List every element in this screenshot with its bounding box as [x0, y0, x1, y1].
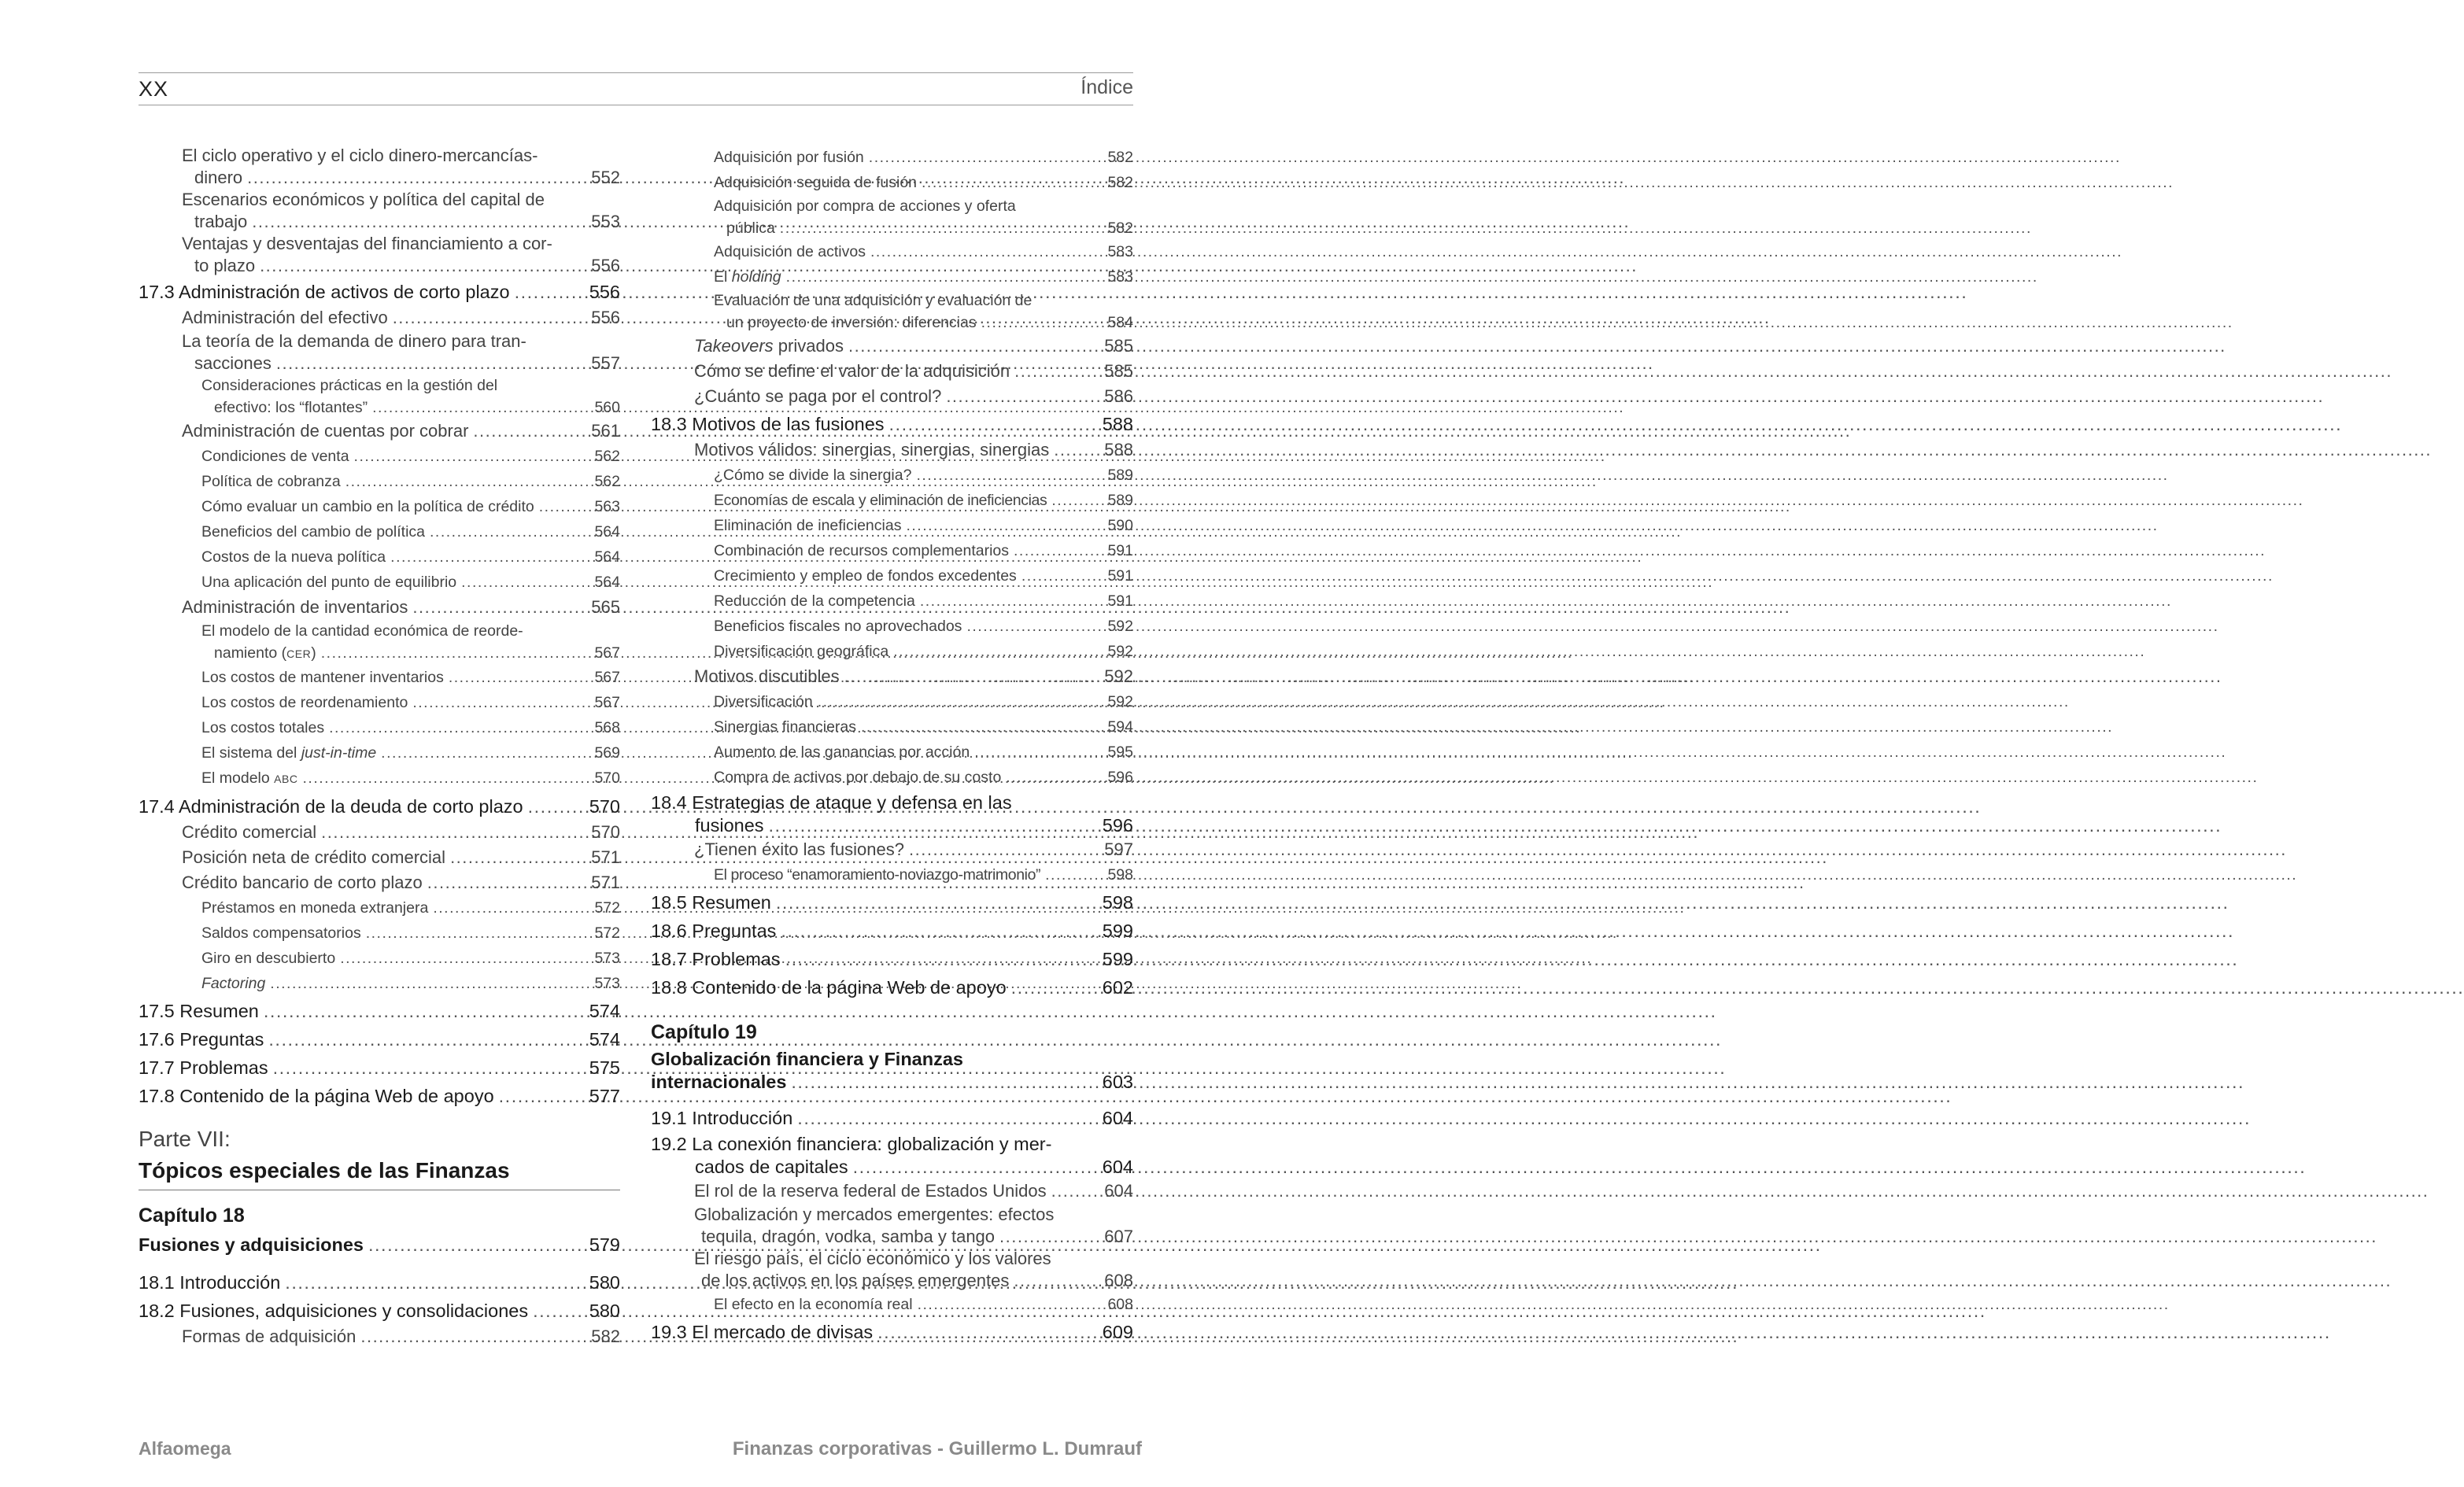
- toc-section[interactable]: 18.5 Resumen ..... 598: [651, 889, 1133, 916]
- page-ref: 574: [589, 1001, 620, 1021]
- page-ref: 571: [591, 873, 620, 892]
- page-ref: 590: [1107, 517, 1133, 534]
- toc-subentry[interactable]: Los costos de mantener inventarios ..... 567: [139, 665, 620, 690]
- toc-subentry[interactable]: El modelo de la cantidad económica de reorde- namiento (CER) ..... 567: [139, 620, 620, 665]
- toc-section[interactable]: 17.5 Resumen ..... 574: [139, 998, 620, 1024]
- toc-entry[interactable]: Escenarios económicos y política del capital de trabajo ..... 553: [139, 189, 620, 233]
- toc-section[interactable]: 18.1 Introducción ..... 580: [139, 1269, 620, 1296]
- page-ref: 567: [594, 644, 620, 662]
- toc-section[interactable]: 18.3 Motivos de las fusiones ..... 588: [651, 411, 1133, 437]
- page-ref: 573: [594, 950, 620, 967]
- toc-section[interactable]: 19.1 Introducción ..... 604: [651, 1105, 1133, 1131]
- page-ref: 592: [1107, 693, 1133, 710]
- page-ref: 569: [594, 744, 620, 762]
- toc-entry[interactable]: Crédito comercial ..... 570: [139, 820, 620, 845]
- page-ref: 556: [589, 282, 620, 302]
- toc-entry[interactable]: ¿Cuánto se paga por el control? ..... 586: [651, 384, 1133, 409]
- toc-subentry[interactable]: Los costos de reordenamiento ..... 567: [139, 690, 620, 715]
- toc-section[interactable]: 18.6 Preguntas ..... 599: [651, 917, 1133, 944]
- chapter-heading: Capítulo 18: [139, 1205, 245, 1227]
- toc-subentry[interactable]: Giro en descubierto ..... 573: [139, 946, 620, 971]
- toc-subentry[interactable]: Una aplicación del punto de equilibrio ..... 564: [139, 570, 620, 595]
- toc-section[interactable]: 17.6 Preguntas ..... 574: [139, 1026, 620, 1053]
- toc-section[interactable]: 18.4 Estrategias de ataque y defensa en las fusiones ..... 596: [651, 791, 1133, 837]
- toc-subentry[interactable]: Adquisición seguida de fusión ..... 582: [651, 170, 1133, 195]
- page-ref: 580: [589, 1272, 620, 1293]
- toc-section[interactable]: 17.8 Contenido de la página Web de apoyo ..... 577: [139, 1083, 620, 1109]
- header-top-rule: [139, 72, 1133, 73]
- page-ref: 570: [591, 822, 620, 842]
- toc-subentry[interactable]: Economías de escala y eliminación de ineficiencias ..... 589: [651, 488, 1133, 513]
- page-ref: 604: [1102, 1157, 1133, 1177]
- toc-section[interactable]: 17.4 Administración de la deuda de corto plazo ..... 570: [139, 793, 620, 820]
- toc-entry[interactable]: Motivos válidos: sinergias, sinergias, sinergias ..... 588: [651, 437, 1133, 463]
- toc-entry[interactable]: Motivos discutibles ..... 592: [651, 664, 1133, 689]
- toc-subentry[interactable]: Aumento de las ganancias por acción ..... 595: [651, 740, 1133, 765]
- page-ref: 572: [594, 924, 620, 942]
- page-ref: 562: [594, 448, 620, 465]
- page-ref: 570: [589, 796, 620, 817]
- toc-subentry[interactable]: Consideraciones prácticas en la gestión del efectivo: los “flotantes” ..... 560: [139, 375, 620, 419]
- page-ref: 564: [594, 574, 620, 591]
- section-title: Índice: [1081, 76, 1133, 98]
- toc-subentry[interactable]: Eliminación de ineficiencias ..... 590: [651, 513, 1133, 538]
- toc-subentry[interactable]: Reducción de la competencia ..... 591: [651, 589, 1133, 614]
- page-ref: 592: [1107, 618, 1133, 635]
- page-ref: 596: [1102, 815, 1133, 836]
- page-ref: 596: [1107, 769, 1133, 786]
- page-ref: 598: [1102, 892, 1133, 913]
- toc-subentry[interactable]: El proceso “enamoramiento-noviazgo-matrimonio” ..... 598: [651, 862, 1133, 887]
- chapter-title[interactable]: Fusiones y adquisiciones ..... 579: [139, 1231, 620, 1258]
- page-ref: 564: [594, 548, 620, 566]
- toc-entry[interactable]: Administración del efectivo ..... 556: [139, 305, 620, 330]
- toc-subentry[interactable]: Beneficios del cambio de política ..... 564: [139, 519, 620, 544]
- page-ref: 585: [1104, 336, 1133, 356]
- page-ref: 556: [591, 308, 620, 327]
- toc-entry[interactable]: El rol de la reserva federal de Estados Unidos ..... 604: [651, 1179, 1133, 1204]
- toc-right-column: [651, 145, 1133, 1345]
- page-ref: 560: [594, 399, 620, 416]
- toc-entry[interactable]: Posición neta de crédito comercial ..... 571: [139, 845, 620, 870]
- page-ref: 604: [1102, 1108, 1133, 1128]
- page-number: XX: [139, 77, 169, 101]
- page-ref: 584: [1107, 314, 1133, 331]
- page-ref: 565: [591, 597, 620, 617]
- toc-entry[interactable]: ¿Tienen éxito las fusiones? ..... 597: [651, 837, 1133, 862]
- page-ref: 588: [1104, 440, 1133, 459]
- page-ref: 579: [589, 1234, 620, 1255]
- toc-subentry[interactable]: Costos de la nueva política ..... 564: [139, 544, 620, 570]
- toc-entry[interactable]: Cómo se define el valor de la adquisición ..... 585: [651, 359, 1133, 384]
- page-ref: 582: [1107, 174, 1133, 191]
- toc-subentry[interactable]: Cómo evaluar un cambio en la política de crédito ..... 563: [139, 494, 620, 519]
- page-ref: 591: [1107, 567, 1133, 585]
- toc-subentry[interactable]: Préstamos en moneda extranjera ..... 572: [139, 895, 620, 921]
- page-ref: 567: [594, 669, 620, 686]
- footer-book-title: Finanzas corporativas - Guillermo L. Dumrauf: [732, 1438, 1142, 1459]
- toc-subentry[interactable]: ¿Cómo se divide la sinergia? ..... 589: [651, 463, 1133, 488]
- toc-subentry[interactable]: Saldos compensatorios ..... 572: [139, 921, 620, 946]
- page-ref: 586: [1104, 386, 1133, 406]
- page-ref: 609: [1102, 1322, 1133, 1342]
- page-ref: 598: [1107, 866, 1133, 884]
- toc-subentry[interactable]: El sistema del just-in-time ..... 569: [139, 740, 620, 766]
- page-ref: 582: [591, 1326, 620, 1346]
- toc-section[interactable]: 19.2 La conexión financiera: globalización y mer- cados de capitales ..... 604: [651, 1133, 1133, 1179]
- page-ref: 572: [594, 899, 620, 917]
- toc-subentry[interactable]: Adquisición por compra de acciones y oferta pública ..... 582: [651, 195, 1133, 239]
- page-ref: 592: [1107, 643, 1133, 660]
- page-ref: 571: [591, 847, 620, 867]
- toc-section[interactable]: 17.7 Problemas ..... 575: [139, 1054, 620, 1081]
- page-ref: 567: [594, 694, 620, 711]
- page-ref: 568: [594, 719, 620, 736]
- toc-subentry[interactable]: Los costos totales ..... 568: [139, 715, 620, 740]
- page-ref: 603: [1102, 1072, 1133, 1092]
- page-ref: 583: [1107, 243, 1133, 260]
- page-ref: 582: [1107, 149, 1133, 166]
- page-ref: 562: [594, 473, 620, 490]
- page-ref: 561: [591, 421, 620, 441]
- toc-subentry[interactable]: Adquisición por fusión ..... 582: [651, 145, 1133, 170]
- page-ref: 577: [589, 1086, 620, 1106]
- page-ref: 607: [1104, 1227, 1133, 1246]
- toc-subentry[interactable]: Crecimiento y empleo de fondos excedentes ..... 591: [651, 563, 1133, 589]
- toc-section[interactable]: 19.3 El mercado de divisas ..... 609: [651, 1319, 1133, 1345]
- toc-subentry[interactable]: El modelo ABC ..... 570: [139, 766, 620, 791]
- toc-subentry[interactable]: Beneficios fiscales no aprovechados ..... 592: [651, 614, 1133, 639]
- toc-entry[interactable]: El ciclo operativo y el ciclo dinero-mercancías- dinero ..... 552: [139, 145, 620, 189]
- toc-entry[interactable]: Administración de inventarios ..... 565: [139, 595, 620, 620]
- toc-entry[interactable]: Globalización y mercados emergentes: efectos tequila, dragón, vodka, samba y tango ..... 607: [651, 1204, 1133, 1248]
- page-ref: 589: [1107, 492, 1133, 509]
- toc-section[interactable]: 18.7 Problemas ..... 599: [651, 946, 1133, 972]
- page-ref: 591: [1107, 592, 1133, 610]
- toc-entry[interactable]: La teoría de la demanda de dinero para tran- sacciones ..... 557: [139, 330, 620, 375]
- toc-section[interactable]: 18.8 Contenido de la página Web de apoyo ..... 602: [651, 974, 1133, 1001]
- page-ref: 592: [1104, 666, 1133, 686]
- toc-entry[interactable]: Administración de cuentas por cobrar ..... 561: [139, 419, 620, 444]
- toc-entry[interactable]: Ventajas y desventajas del financiamiento a cor- to plazo ..... 556: [139, 233, 620, 277]
- toc-subentry[interactable]: Adquisición de activos ..... 583: [651, 239, 1133, 264]
- page-ref: 552: [591, 168, 620, 187]
- page-ref: 553: [591, 212, 620, 231]
- page-ref: 608: [1107, 1296, 1133, 1313]
- page-ref: 599: [1102, 949, 1133, 969]
- toc-subentry[interactable]: Combinación de recursos complementarios ..... 591: [651, 538, 1133, 563]
- toc-subentry[interactable]: Evaluación de una adquisición y evaluación de un proyecto de inversión: diferencias ..... 584: [651, 290, 1133, 334]
- page-ref: 602: [1102, 977, 1133, 998]
- page-ref: 570: [594, 769, 620, 787]
- page-ref: 595: [1107, 744, 1133, 761]
- chapter-title[interactable]: Globalización financiera y Finanzas internacionales ..... 603: [651, 1048, 1133, 1094]
- page-ref: 573: [594, 975, 620, 992]
- toc-section[interactable]: 18.2 Fusiones, adquisiciones y consolidaciones ..... 580: [139, 1297, 620, 1324]
- toc-subentry[interactable]: Compra de activos por debajo de su costo ..... 596: [651, 765, 1133, 790]
- toc-subentry[interactable]: El holding ..... 583: [651, 264, 1133, 290]
- page-ref: 599: [1102, 921, 1133, 941]
- toc-subentry[interactable]: Diversificación ..... 592: [651, 689, 1133, 714]
- page-ref: 575: [589, 1057, 620, 1078]
- toc-entry[interactable]: Formas de adquisición ..... 582: [139, 1324, 620, 1349]
- page-ref: 556: [591, 256, 620, 275]
- page-ref: 583: [1107, 268, 1133, 286]
- page-ref: 594: [1107, 718, 1133, 736]
- page-ref: 582: [1107, 220, 1133, 237]
- part-label: Parte VII:: [139, 1127, 231, 1151]
- page-ref: 580: [589, 1301, 620, 1321]
- part-title: Tópicos especiales de las Finanzas: [139, 1155, 620, 1190]
- toc-entry[interactable]: El riesgo país, el ciclo económico y los valores de los activos en los países emergentes ..... 608: [651, 1248, 1133, 1292]
- page-ref: 564: [594, 523, 620, 541]
- page-ref: 589: [1107, 467, 1133, 484]
- toc-entry[interactable]: Takeovers privados ..... 585: [651, 334, 1133, 359]
- toc-subentry[interactable]: Política de cobranza ..... 562: [139, 469, 620, 494]
- chapter-heading: Capítulo 19: [651, 1021, 757, 1043]
- page-ref: 585: [1104, 361, 1133, 381]
- toc-subentry[interactable]: Factoring ..... 573: [139, 971, 620, 996]
- toc-subentry[interactable]: Sinergias financieras ..... 594: [651, 714, 1133, 740]
- page-ref: 574: [589, 1029, 620, 1050]
- toc-subentry[interactable]: Condiciones de venta ..... 562: [139, 444, 620, 469]
- page-ref: 597: [1104, 839, 1133, 859]
- toc-section[interactable]: 17.3 Administración de activos de corto plazo ..... 556: [139, 279, 620, 305]
- page-ref: 588: [1102, 414, 1133, 434]
- page-ref: 563: [594, 498, 620, 515]
- toc-subentry[interactable]: Diversificación geográfica ..... 592: [651, 639, 1133, 664]
- toc-entry[interactable]: Crédito bancario de corto plazo ..... 571: [139, 870, 620, 895]
- footer-publisher: Alfaomega: [139, 1438, 231, 1459]
- page-ref: 604: [1104, 1181, 1133, 1201]
- page-ref: 608: [1104, 1271, 1133, 1290]
- toc-subentry[interactable]: El efecto en la economía real ..... 608: [651, 1292, 1133, 1317]
- toc-left-column: [139, 145, 620, 1349]
- page-ref: 591: [1107, 542, 1133, 559]
- page-ref: 557: [591, 353, 620, 373]
